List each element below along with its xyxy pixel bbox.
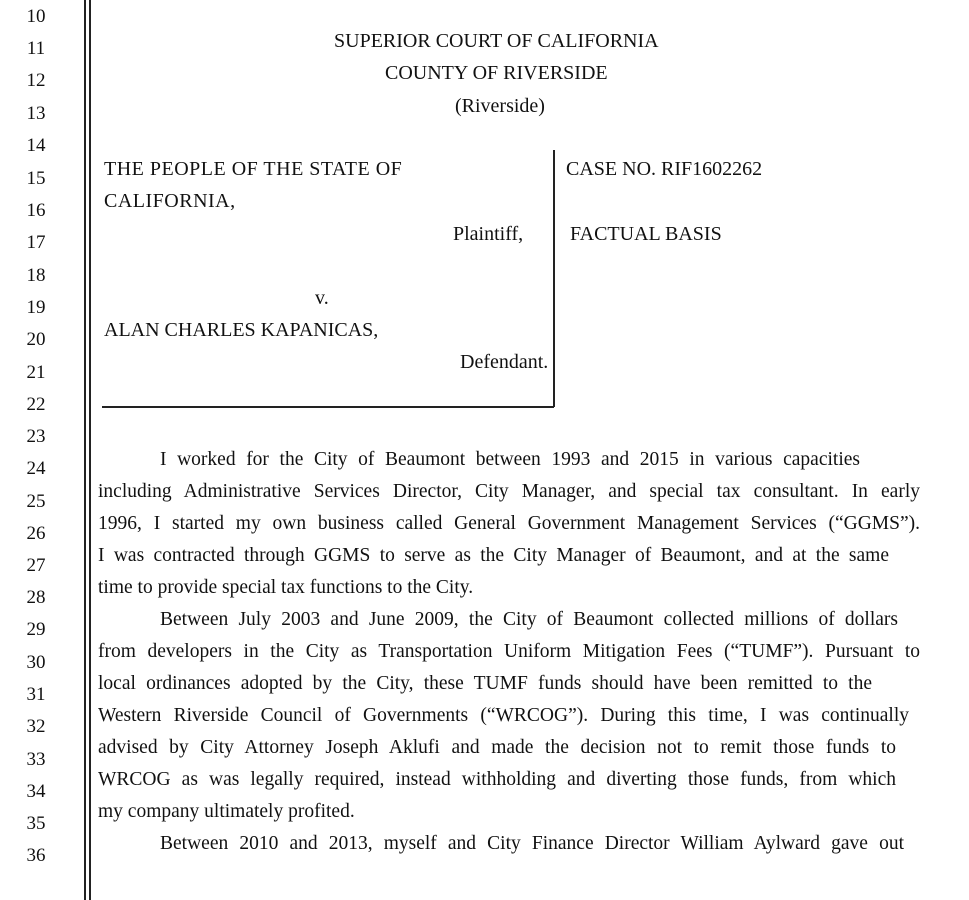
court-location: (Riverside)	[455, 95, 545, 117]
body-line: local ordinances adopted by the City, these TUMF funds should have been remitted to the	[98, 673, 872, 694]
line-number: 22	[26, 394, 46, 415]
body-line: 1996, I started my own business called General Government Management Services (“GGMS”).	[98, 513, 920, 534]
body-line: time to provide special tax functions to the City.	[98, 577, 474, 598]
line-number: 27	[26, 555, 46, 576]
plaintiff-name-line2: CALIFORNIA,	[104, 190, 236, 212]
line-number: 34	[26, 781, 46, 802]
line-number: 16	[26, 200, 46, 221]
line-number: 14	[26, 135, 46, 156]
line-number: 23	[26, 426, 46, 447]
line-number: 36	[26, 845, 46, 866]
versus: v.	[315, 287, 329, 309]
body-line: advised by City Attorney Joseph Aklufi and made the decision not to remit those funds to	[98, 737, 896, 758]
line-number: 32	[26, 716, 46, 737]
line-number: 19	[26, 297, 46, 318]
margin-rule	[89, 0, 91, 900]
court-county: COUNTY OF RIVERSIDE	[385, 62, 608, 84]
line-number: 17	[26, 232, 46, 253]
line-number: 35	[26, 813, 46, 834]
body-line: my company ultimately profited.	[98, 801, 355, 822]
body-line: from developers in the City as Transportation Uniform Mitigation Fees (“TUMF”). Pursuant to	[98, 641, 920, 662]
line-number: 11	[26, 38, 46, 59]
line-number: 24	[26, 458, 46, 479]
margin-rule	[84, 0, 86, 900]
body-line: Between July 2003 and June 2009, the City of Beaumont collected millions of dollars	[160, 609, 898, 630]
body-line: Western Riverside Council of Governments (“WRCOG”). During this time, I was continually	[98, 705, 909, 726]
line-number: 33	[26, 749, 46, 770]
line-number: 13	[26, 103, 46, 124]
line-number: 31	[26, 684, 46, 705]
body-line: WRCOG as was legally required, instead withholding and diverting those funds, from which	[98, 769, 896, 790]
plaintiff-role: Plaintiff,	[453, 223, 524, 245]
court-name: SUPERIOR COURT OF CALIFORNIA	[334, 30, 659, 52]
case-number: CASE NO. RIF1602262	[566, 158, 763, 180]
line-number: 30	[26, 652, 46, 673]
line-number: 29	[26, 619, 46, 640]
line-number: 26	[26, 523, 46, 544]
line-number: 21	[26, 362, 46, 383]
caption-divider	[553, 150, 555, 407]
line-number: 15	[26, 168, 46, 189]
body-line: Between 2010 and 2013, myself and City Finance Director William Aylward gave out	[160, 833, 904, 854]
caption-bottom-rule	[102, 406, 554, 408]
line-number: 12	[26, 70, 46, 91]
body-line: I worked for the City of Beaumont between 1993 and 2015 in various capacities	[160, 449, 860, 470]
line-number: 28	[26, 587, 46, 608]
line-number: 10	[26, 6, 46, 27]
line-number: 18	[26, 265, 46, 286]
defendant-name: ALAN CHARLES KAPANICAS,	[104, 319, 379, 341]
line-number: 25	[26, 491, 46, 512]
body-line: I was contracted through GGMS to serve as the City Manager of Beaumont, and at the same	[98, 545, 889, 566]
line-number: 20	[26, 329, 46, 350]
document-title: FACTUAL BASIS	[570, 223, 722, 245]
defendant-role: Defendant.	[460, 351, 549, 373]
body-line: including Administrative Services Director, City Manager, and special tax consultant. In early	[98, 481, 920, 502]
plaintiff-name-line1: THE PEOPLE OF THE STATE OF	[104, 158, 403, 180]
